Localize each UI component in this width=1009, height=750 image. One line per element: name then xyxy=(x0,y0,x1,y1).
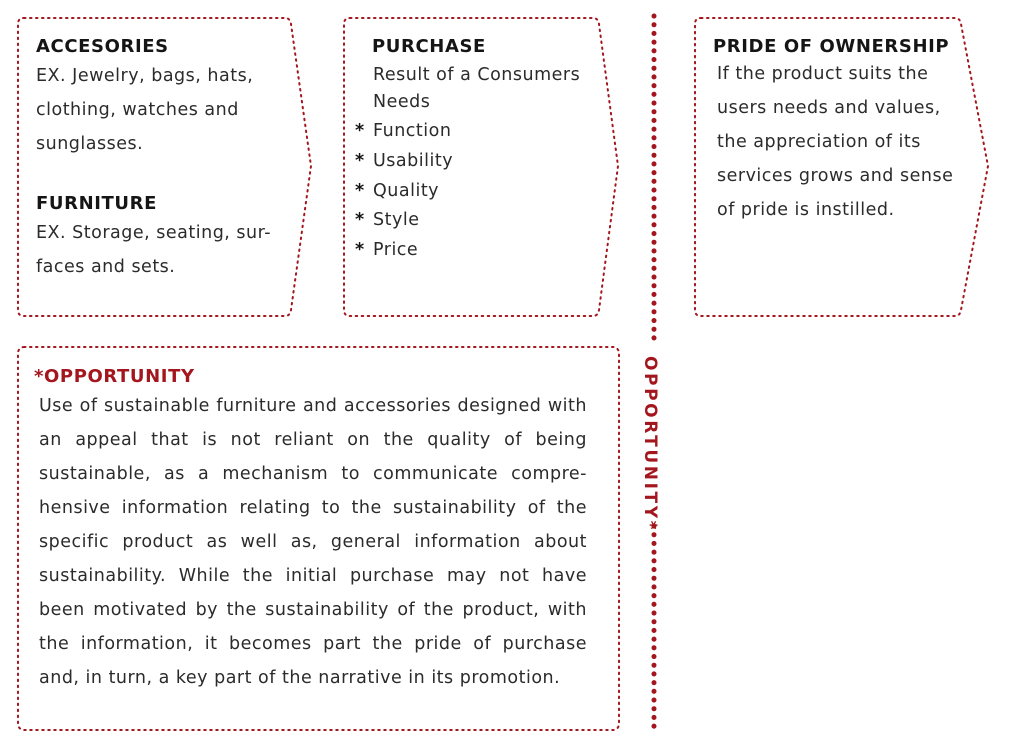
purchase-heading: PURCHASE xyxy=(372,36,486,57)
opportunity-section xyxy=(34,366,587,695)
accessories-section xyxy=(36,36,281,161)
list-item: * Quality xyxy=(355,177,595,207)
accessories-heading: ACCESORIES xyxy=(36,36,169,57)
purchase-text: Result of a Consumers Needs xyxy=(373,65,581,112)
pride-section xyxy=(713,36,965,227)
asterisk-bullet-icon: * xyxy=(355,210,365,231)
list-item: * Price xyxy=(355,236,595,266)
furniture-text: EX. Storage, seating, sur-faces and sets. xyxy=(36,223,272,277)
list-item: * Style xyxy=(355,206,595,236)
pride-heading: PRIDE OF OWNERSHIP xyxy=(713,36,950,57)
pride-text: If the product suits the users needs and values, the appreciation of its services grows and sense of pride is instilled. xyxy=(717,64,954,220)
furniture-section xyxy=(36,193,281,284)
asterisk-bullet-icon: * xyxy=(355,240,365,261)
list-item: * Function xyxy=(355,117,595,147)
asterisk-bullet-icon: * xyxy=(355,180,365,201)
asterisk-bullet-icon: * xyxy=(355,150,365,171)
accessories-text: EX. Jewelry, bags, hats, clothing, watches and sunglasses. xyxy=(36,66,254,154)
opportunity-vertical-label: OPPORTUNITY* xyxy=(640,356,660,533)
asterisk-bullet-icon: * xyxy=(355,121,365,141)
furniture-heading: FURNITURE xyxy=(36,193,157,214)
purchase-list xyxy=(355,117,595,266)
opportunity-heading: *OPPORTUNITY xyxy=(34,366,195,387)
purchase-section xyxy=(355,36,595,266)
list-item: * Usability xyxy=(355,147,595,177)
opportunity-text: Use of sustainable furniture and accessories designed with an appeal that is not reliant on the quality of being sustainable, as a mechanism to communicate compre-hensive information relating to the sustainability of the specific product as well as, general information about sustainability. While the initial purchase may not have been motivated by the sustainability of the product, with the information, it becomes part the pride of purchase and, in turn, a key part of the narrative in its promotion. xyxy=(39,396,587,688)
